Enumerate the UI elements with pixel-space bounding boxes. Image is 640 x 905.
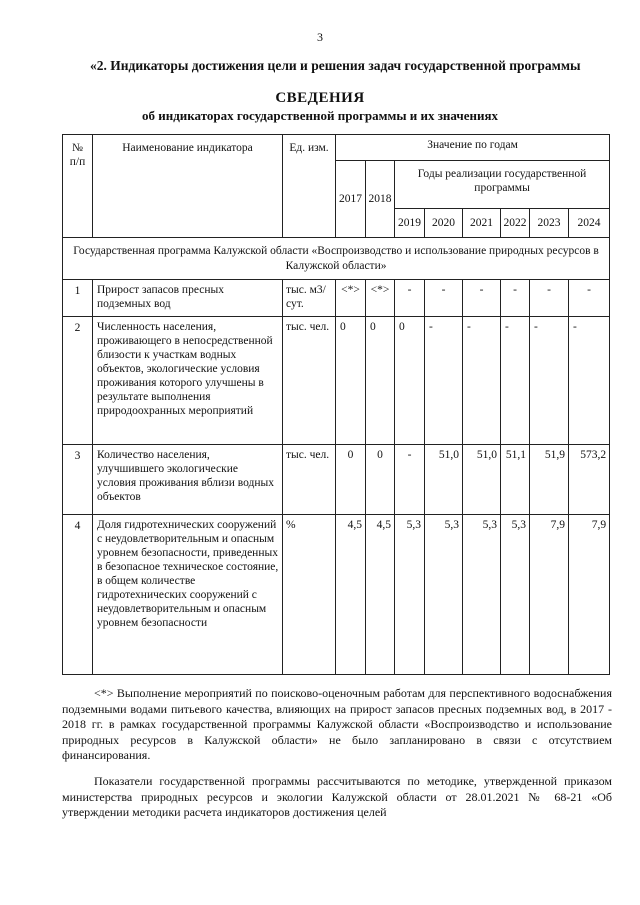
value-cell: 51,9 [530, 445, 569, 515]
value-cell: - [463, 317, 501, 445]
unit-cell: тыс. чел. [283, 445, 336, 515]
methodology-text: Показатели государственной программы рассчитываются по методике, утвержденной приказом министерства природных ресурсов и экологии Калужской области от 28.01.2021 № 68-21 «Об утверждении методики расчета индикаторов достижения целей [62, 774, 612, 820]
value-cell: - [395, 280, 425, 317]
value-cell: - [530, 280, 569, 317]
value-cell: 5,3 [425, 515, 463, 675]
table-row [63, 445, 610, 515]
value-cell: 5,3 [463, 515, 501, 675]
value-cell: - [463, 280, 501, 317]
row-num: 2 [63, 317, 93, 445]
header-year: 2018 [366, 161, 395, 238]
header-year: 2019 [395, 209, 425, 238]
document-title: СВЕДЕНИЯ [275, 90, 365, 106]
value-cell: - [530, 317, 569, 445]
value-cell: 4,5 [336, 515, 366, 675]
row-num: 3 [63, 445, 93, 515]
indicator-name: Прирост запасов пресных подземных вод [93, 280, 283, 317]
header-year: 2020 [425, 209, 463, 238]
value-cell: 0 [336, 317, 366, 445]
value-cell: 51,0 [463, 445, 501, 515]
footnote [62, 686, 612, 764]
value-cell: 0 [366, 445, 395, 515]
row-num: 4 [63, 515, 93, 675]
indicators-table [62, 134, 610, 675]
value-cell: 573,2 [569, 445, 610, 515]
table-row [63, 280, 610, 317]
value-cell: 5,3 [395, 515, 425, 675]
section-title: «2. Индикаторы достижения цели и решения задач государственной программы [90, 58, 581, 73]
value-cell: - [425, 280, 463, 317]
table-row [63, 317, 610, 445]
header-values: Значение по годам [336, 135, 610, 161]
value-cell: 7,9 [569, 515, 610, 675]
value-cell: 0 [366, 317, 395, 445]
value-cell: - [569, 317, 610, 445]
header-num: № п/п [63, 135, 93, 238]
value-cell: 51,0 [425, 445, 463, 515]
indicator-name: Численность населения, проживающего в непосредственной близости к участкам водных объектов, экологические условия проживания которого улучшены в результате выполнения природоохранных мероприятий [93, 317, 283, 445]
document-subtitle: об индикаторах государственной программы и их значениях [141, 108, 499, 123]
value-cell: - [569, 280, 610, 317]
value-cell: 0 [336, 445, 366, 515]
unit-cell: тыс. чел. [283, 317, 336, 445]
header-unit: Ед. изм. [283, 135, 336, 238]
indicator-name: Количество населения, улучшившего экологические условия проживания вблизи водных объектов [93, 445, 283, 515]
value-cell: 7,9 [530, 515, 569, 675]
value-cell: <*> [366, 280, 395, 317]
value-cell: 4,5 [366, 515, 395, 675]
value-cell: - [395, 445, 425, 515]
header-year: 2022 [501, 209, 530, 238]
value-cell: - [425, 317, 463, 445]
value-cell: 0 [395, 317, 425, 445]
methodology-paragraph [62, 774, 612, 821]
indicator-name: Доля гидротехнических сооружений с неудовлетворительным и опасным уровнем безопасности, приведенных в безопасное техническое состояние, в общем количестве гидротехнических сооружений с неудовлетворительным и опасным уровнем безопасности [93, 515, 283, 675]
header-year: 2021 [463, 209, 501, 238]
table-row [63, 515, 610, 675]
unit-cell: % [283, 515, 336, 675]
row-num: 1 [63, 280, 93, 317]
header-year: 2024 [569, 209, 610, 238]
program-row: Государственная программа Калужской области «Воспроизводство и использование природных ресурсов в Калужской области» [63, 238, 610, 280]
header-year: 2023 [530, 209, 569, 238]
unit-cell: тыс. м3/сут. [283, 280, 336, 317]
value-cell: <*> [336, 280, 366, 317]
footnote-text: <*> Выполнение мероприятий по поисково-оценочным работам для перспективного водоснабжения подземными водами питьевого качества, влияющих на прирост запасов пресных подземных вод, в 2017 - 2018 гг. в рамках государственной программы Калужской области «Воспроизводство и использование природных ресурсов в Калужской области» не было запланировано в связи с отсутствием финансирования. [62, 686, 612, 763]
value-cell: - [501, 317, 530, 445]
value-cell: - [501, 280, 530, 317]
value-cell: 5,3 [501, 515, 530, 675]
page-number: 3 [317, 30, 323, 44]
header-program-years: Годы реализации государственной программы [395, 161, 610, 209]
header-year: 2017 [336, 161, 366, 238]
header-name: Наименование индикатора [93, 135, 283, 238]
value-cell: 51,1 [501, 445, 530, 515]
